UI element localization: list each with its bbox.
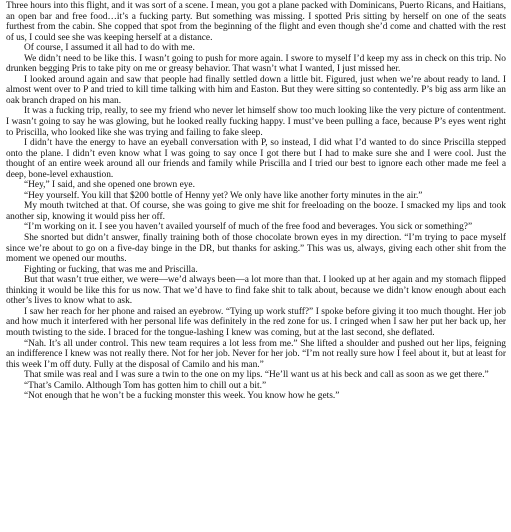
paragraph: But that wasn’t true either, we were—we’d always been—a lot more than that. I looked up at her again and my stomach flipped thinking it would be like this for us now. That we’d have to find fake shit to talk about, because we didn’t know enough about each other’s lives to know what to ask. <box>6 275 506 307</box>
paragraph: I looked around again and saw that people had finally settled down a little bit. Figured, just when we’re about ready to land. I almost went over to P and tried to kill time talking with him and Easton. But they were sitting so contentedly. P’s big ass arm like an oak branch draped on his man. <box>6 74 506 106</box>
paragraph: I saw her reach for her phone and raised an eyebrow. “Tying up work stuff?” I spoke before giving it too much thought. Her job and how much it interfered with her personal life was definitely in the red zone for us. I cringed when I saw her put her back up, her mouth twisting to the side. I braced for the tongue-lashing I knew was coming, but at the last second, she deflated. <box>6 306 506 338</box>
paragraph: Three hours into this flight, and it was sort of a scene. I mean, you got a plane packed with Dominicans, Puerto Ricans, and Haitians, an open bar and free food…it’s a fucking party. But something was missing. I spotted Pris sitting by herself on one of the seats furthest from the cabin. She copped that spot from the beginning of the flight and even though she’d come and chatted with the rest of us, I could see she was keeping herself at a distance. <box>6 1 506 43</box>
paragraph: “Hey yourself. You kill that $200 bottle of Henny yet? We only have like another forty minutes in the air.” <box>24 190 423 201</box>
paragraph: “That’s Camilo. Although Tom has gotten him to chill out a bit.” <box>24 380 267 391</box>
paragraph: “Nah. It’s all under control. This new team requires a lot less from me.” She lifted a shoulder and pushed out her lips, feigning an indifference I knew was not really there. Not for her job. Never for her job. “I’m not really sure how I feel about it, but at least for this week I’m off duty. Fully at the disposal of Camilo and his man.” <box>6 338 506 370</box>
paragraph: That smile was real and I was sure a twin to the one on my lips. “He’ll want us at his beck and call as soon as we get there.” <box>24 370 489 381</box>
paragraph: My mouth twitched at that. Of course, she was going to give me shit for freeloading on the booze. I smacked my lips and took another sip, knowing it would piss her off. <box>6 201 506 222</box>
paragraph: Fighting or fucking, that was me and Priscilla. <box>24 264 198 275</box>
paragraph: She snorted but didn’t answer, finally training both of those chocolate brown eyes in my direction. “I’m trying to pace myself since we’re about to go on a five-day binge in the DR, but thanks for asking.” This was us, always, giving each other shit from the moment we opened our mouths. <box>6 233 506 265</box>
paragraph: “I’m working on it. I see you haven’t availed yourself of much of the free food and beverages. You sick or something?” <box>24 222 473 233</box>
paragraph: Of course, I assumed it all had to do with me. <box>24 43 195 54</box>
paragraph: I didn’t have the energy to have an eyeball conversation with P, so instead, I did what I’d wanted to do since Priscilla stepped onto the plane. I didn’t even know what I was going to say once I got there but I had to make sure she and I were cool. Just the thought of an entire week around all our friends and family while Priscilla and I tried our best to ignore each other made me feel a deep, bone-level exhaustion. <box>6 138 506 180</box>
paragraph: “Not enough that he won’t be a fucking monster this week. You know how he gets.” <box>24 391 340 402</box>
paragraph: We didn’t need to be like this. I wasn’t going to push for more again. I swore to myself I’d keep my ass in check on this trip. No drunken begging Pris to take pity on me or greasy behavior. That wasn’t what I wanted, I just missed her. <box>6 53 506 75</box>
paragraph: “Hey,” I said, and she opened one brown eye. <box>24 180 195 191</box>
paragraph: It was a fucking trip, really, to see my friend who never let himself show too much looking like the very picture of contentment. I wasn’t going to say he was glowing, but he looked really fucking happy. I must’ve been pulling a face, because P’s eyes went right to Priscilla, who looked like she was trying and failing to fake sleep. <box>6 106 506 138</box>
